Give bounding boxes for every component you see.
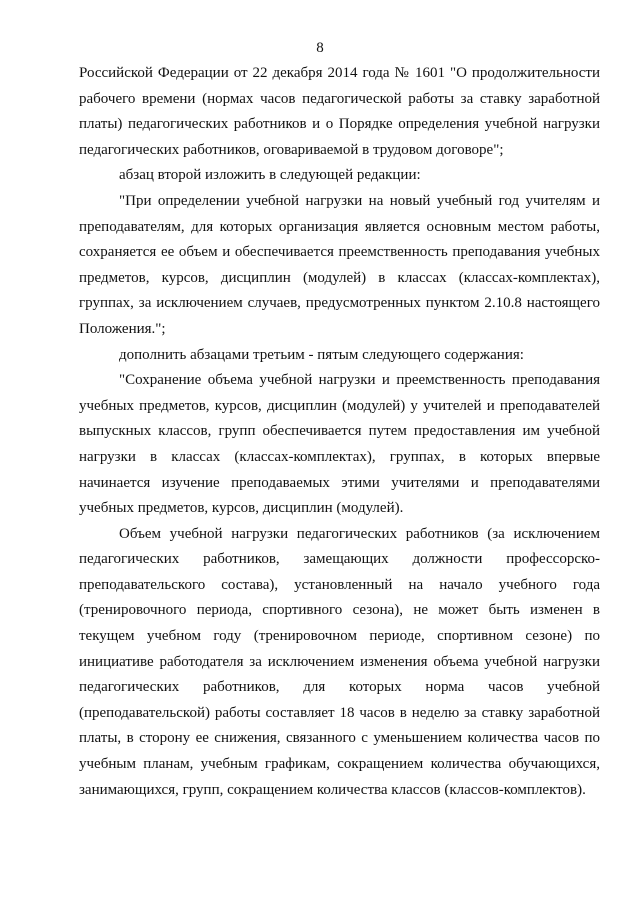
paragraph-6: Объем учебной нагрузки педагогических работников (за исключением педагогических работников, замещающих должности профессорско-преподавательского состава), установленный на начало учебного года (тренировочного периода, спортивного сезона), не может быть изменен в текущем учебном году (тренировочном периоде, спортивном сезоне) по инициативе работодателя за исключением изменения объема учебной нагрузки педагогических работников, для которых норма часов учебной (преподавательской) работы составляет 18 часов в неделю за ставку заработной платы, в сторону ее снижения, связанного с уменьшением количества часов по учебным планам, учебным графикам, сокращением количества обучающихся, занимающихся, групп, сокращением количества классов (классов-комплектов). [79,525,600,798]
paragraph-3: "При определении учебной нагрузки на новый учебный год учителям и преподавателям, для которых организация является основным местом работы, сохраняется ее объем и обеспечивается преемственность преподавания учебных предметов, курсов, дисциплин (модулей) в классах (классах-комплектах), группах, за исключением случаев, предусмотренных пунктом 2.10.8 настоящего Положения."; [79,192,600,337]
paragraph-4: дополнить абзацами третьим - пятым следующего содержания: [119,346,524,363]
paragraph-1: Российской Федерации от 22 декабря 2014 года № 1601 "О продолжительности рабочего времени (нормах часов педагогической работы за ставку заработной платы) педагогических работников и о Порядке определения учебной нагрузки педагогических работников, оговариваемой в трудовом договоре"; [79,65,600,158]
page-number: 8 [316,40,324,56]
document-body [79,61,600,803]
paragraph-5: "Сохранение объема учебной нагрузки и преемственность преподавания учебных предметов, курсов, дисциплин (модулей) у учителей и преподавателей выпускных классов, групп обеспечивается путем предоставления им учебной нагрузки в классах (классах-комплектах), группах, в которых впервые начинается изучение преподаваемых этими учителями и преподавателями учебных предметов, курсов, дисциплин (модулей). [79,372,600,517]
paragraph-2: абзац второй изложить в следующей редакции: [119,167,421,184]
